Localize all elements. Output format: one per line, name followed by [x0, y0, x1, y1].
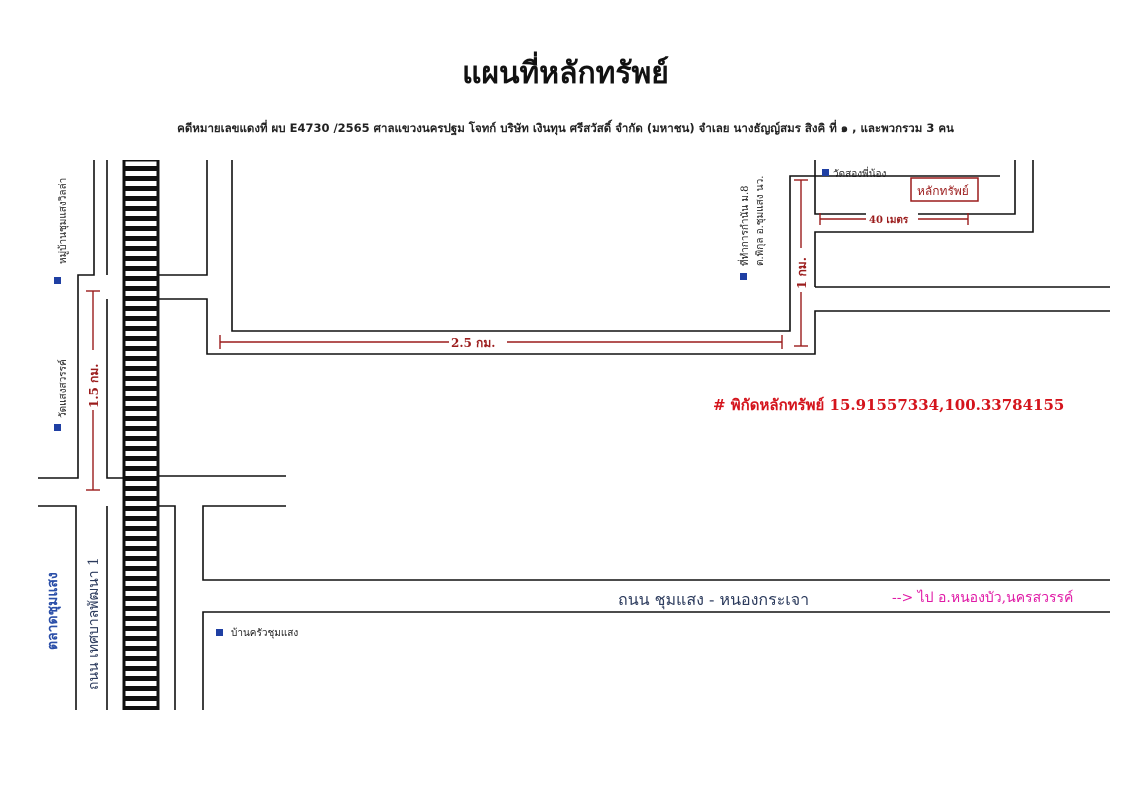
- landmark-office: ที่ทำการกำนัน ม.8: [740, 185, 751, 266]
- rail-tie: [125, 166, 157, 171]
- road-inner-loop: [232, 160, 1000, 331]
- rail-tie: [125, 436, 157, 441]
- rail-tie: [125, 596, 157, 601]
- rail-tie: [125, 526, 157, 531]
- landmark-temple-top: วัดสองพี่น้อง: [833, 169, 887, 180]
- rail-tie: [125, 356, 157, 361]
- landmark-market: ตลาดชุมแสง: [45, 572, 61, 650]
- rail-tie: [125, 236, 157, 241]
- rail-tie: [125, 346, 157, 351]
- rail-tie: [125, 556, 157, 561]
- main-road-name: ถนน ชุมแสง - หนองกระเจา: [618, 590, 810, 609]
- rail-tie: [125, 416, 157, 421]
- case-subtitle: คดีหมายเลขแดงที่ ผบ E4730 /2565 ศาลแขวงนครปฐม โจทก์ บริษัท เงินทุน ศรีสวัสดิ์ จำกัด (มหาชน) จำเลย นางธัญญ์สมร สิงคิ ที่ ๑ , และพวกรวม 3 คน: [177, 121, 954, 135]
- distance-1-5km: 1.5 กม.: [87, 363, 101, 408]
- rail-tie: [125, 636, 157, 641]
- rail-tie: [125, 476, 157, 481]
- rail-tie: [125, 326, 157, 331]
- rail-tie: [125, 696, 157, 701]
- landmark-house: บ้านครัวชุมแสง: [231, 628, 299, 639]
- rail-tie: [125, 706, 157, 710]
- rail-tie: [125, 196, 157, 201]
- rail-tie: [125, 466, 157, 471]
- main-road-top-edge: [203, 506, 1110, 580]
- rail-tie: [125, 546, 157, 551]
- rail-tie: [125, 316, 157, 321]
- side-road-name: ถนน เทศบาลพัฒนา 1: [86, 557, 102, 690]
- rail-tie: [125, 216, 157, 221]
- rail-tie: [125, 256, 157, 261]
- distance-1km: 1 กม.: [795, 257, 809, 289]
- rail-tie: [125, 186, 157, 191]
- distance-40m: 40 เมตร: [869, 215, 909, 226]
- distance-2-5km: 2.5 กม.: [451, 336, 496, 350]
- rail-tie: [125, 656, 157, 661]
- rail-tie: [125, 406, 157, 411]
- road-network: [38, 160, 1110, 710]
- rail-tie: [125, 626, 157, 631]
- rail-tie: [125, 276, 157, 281]
- rail-tie: [125, 366, 157, 371]
- location-map: [0, 160, 1131, 710]
- rail-tie: [125, 286, 157, 291]
- rail-tie: [125, 306, 157, 311]
- rail-tie: [125, 676, 157, 681]
- rail-tie: [125, 616, 157, 621]
- rail-tie: [125, 176, 157, 181]
- direction-label: --> ไป อ.หนองบัว,นครสวรรค์: [892, 590, 1074, 606]
- landmark-temple-left: วัดแสงสวรรค์: [58, 359, 69, 418]
- rail-tie: [125, 536, 157, 541]
- rail-tie: [125, 586, 157, 591]
- property-label: หลักทรัพย์: [917, 184, 969, 198]
- rail-tie: [125, 646, 157, 651]
- landmark-office-address: ต.พิกุล อ.ชุมแสง นว.: [755, 175, 766, 266]
- rail-tie: [125, 516, 157, 521]
- landmark-village: หมู่บ้านชุมแสงวิลล่า: [58, 177, 69, 264]
- road-edge-rail-left-mid: [107, 299, 124, 478]
- rail-tie: [125, 266, 157, 271]
- road-edge-rail-right-cross2: [158, 506, 175, 710]
- rail-tie: [125, 226, 157, 231]
- rail-tie: [125, 336, 157, 341]
- rail-tie: [125, 486, 157, 491]
- rail-tie: [125, 206, 157, 211]
- rail-tie: [125, 446, 157, 451]
- rail-tie: [125, 606, 157, 611]
- rail-tie: [125, 456, 157, 461]
- road-edge-rail-right-mid: [158, 299, 1110, 354]
- railway-track: [124, 160, 158, 710]
- rail-tie: [125, 386, 157, 391]
- dimension-lines: [86, 180, 968, 490]
- rail-tie: [125, 296, 157, 301]
- rail-tie: [125, 376, 157, 381]
- rail-tie: [125, 566, 157, 571]
- rail-tie: [125, 426, 157, 431]
- rail-tie: [125, 396, 157, 401]
- rail-tie: [125, 246, 157, 251]
- road-edge-rail-right-top: [158, 160, 207, 275]
- rail-tie: [125, 686, 157, 691]
- property-coordinates: # พิกัดหลักทรัพย์ 15.91557334,100.33784155: [713, 396, 1065, 414]
- rail-tie: [125, 666, 157, 671]
- main-road-bottom-edge: [203, 612, 1110, 710]
- rail-tie: [125, 506, 157, 511]
- rail-tie: [125, 576, 157, 581]
- rail-tie: [125, 496, 157, 501]
- map-title: แผนที่หลักทรัพย์: [462, 56, 669, 91]
